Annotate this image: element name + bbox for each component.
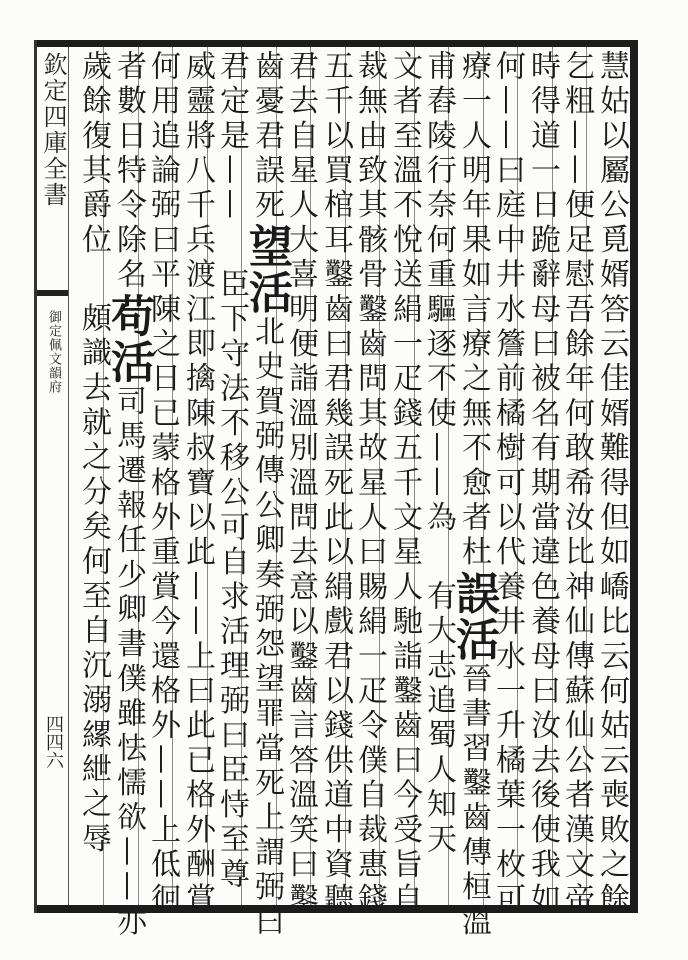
page-number: 四四六 bbox=[43, 715, 64, 769]
margin-header: 欽定四庫全書 bbox=[39, 52, 67, 208]
text-column: 君定是——臣下守法不移公可自求活理弼曰臣恃至尊 bbox=[214, 50, 249, 893]
text-column: 齒憂君誤死望活北史賀弼傳公卿奏弼怨望罪當死上謂弼曰 bbox=[241, 50, 292, 941]
text-column: 何——曰庭中井水簷前橘樹可以代養井水一升橘葉一枚可 bbox=[490, 50, 525, 918]
text-column: 療一人明年果如言療之無不愈者杜誤活晉書習鑿齒傳桓溫 bbox=[448, 50, 499, 941]
entry-headword: 誤活 bbox=[448, 570, 499, 663]
text-column: 甫舂陵行奈何重驅逐不使——為有大志追蜀人知天 bbox=[421, 50, 456, 858]
text-column: 威靈將八千兵渡江即擒陳叔寶以此——上曰此已格外酬賞 bbox=[180, 50, 215, 918]
text-column: 歲餘復其爵位頗識去就之分矣何至自沉溺縲紲之辱 bbox=[76, 50, 111, 858]
text-column: 者數日特令除名苟活司馬遷報任少卿書僕雖怯懦欲——亦 bbox=[103, 50, 154, 941]
entry-headword: 望活 bbox=[241, 223, 292, 316]
text-column: 時得道一日跪辭母曰被名有期當違色養母曰汝去後使我如 bbox=[525, 50, 560, 918]
text-column: 五千以買棺耳鑿齒曰君幾誤死此以絹戲君以錢供道中資聽 bbox=[318, 50, 353, 918]
fish-tail-mark bbox=[37, 290, 68, 296]
top-border bbox=[34, 40, 638, 47]
text-column: 君去自星人大喜明便詣溫別溫問去意以鑿齒言答溫笑曰鑿 bbox=[283, 50, 318, 918]
text-column: 乞粗——便足慰吾餘年何敢希汝比神仙傳蘇仙公者漢文帝 bbox=[559, 50, 594, 918]
left-border bbox=[34, 40, 37, 913]
text-column: 裁無由致其骸骨鑿齒問其故星人曰賜絹一疋令僕自裁惠錢 bbox=[352, 50, 387, 918]
entry-headword: 苟活 bbox=[103, 292, 154, 385]
margin-subtitle: 御定佩文韻府 bbox=[46, 310, 61, 394]
text-column: 文者至溫不悅送絹一疋錢五千文星人馳詣鑿齒曰今受旨自 bbox=[387, 50, 422, 918]
margin-rule bbox=[68, 47, 69, 905]
text-column: 何用追論弼曰平陳之日已蒙格外重賞今還格外——上低徊 bbox=[145, 50, 180, 918]
text-column: 慧姑以屬公覓婿答云佳婿難得但如嶠比云何姑云喪敗之餘 bbox=[594, 50, 629, 918]
